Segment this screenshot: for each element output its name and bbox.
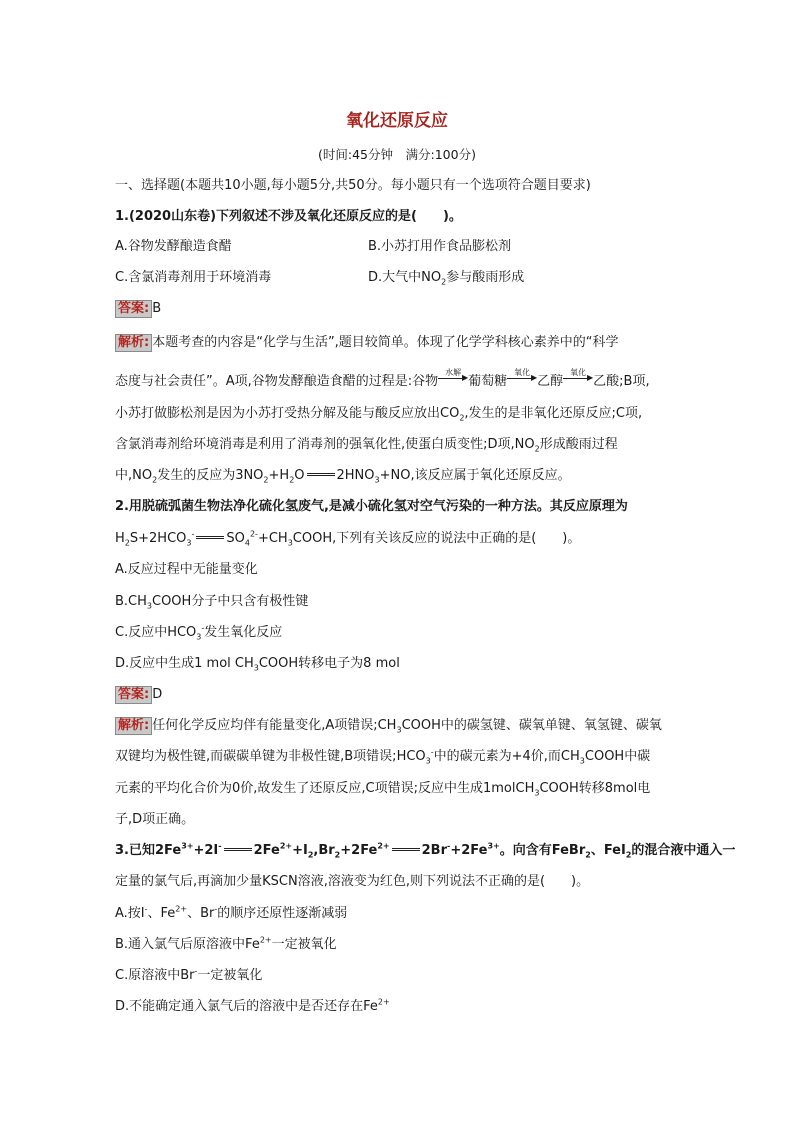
page-subtitle: (时间:45分钟 满分:100分) xyxy=(318,147,476,162)
q1-analysis-line-2: 态度与社会责任”。A项,谷物发酵酿造食醋的过程是:谷物 水解 ▶ 葡萄糖 氧化 ▶ 乙醇 氧化 ▶ 乙酸;B项, xyxy=(115,368,650,389)
q3-stem-line-2: 定量的氯气后,再滴加少量KSCN溶液,溶液变为红色,则下列说法不正确的是( )。 xyxy=(115,874,590,889)
analysis-label: 解析: xyxy=(115,334,152,352)
q3-option-c: C.原溶液中Br-一定被氧化 xyxy=(115,966,263,983)
analysis-label: 解析: xyxy=(115,717,152,735)
answer-label: 答案: xyxy=(115,300,152,318)
q3-option-b: B.通入氯气后原溶液中$Fe^{2+}$一定被氧化 xyxy=(115,935,337,952)
q1-option-d: D.大气中$NO_2$参与酸雨形成 xyxy=(368,270,525,287)
q1-analysis-line-4: 含氯消毒剂给环境消毒是利用了消毒剂的强氧化性,使蛋白质变性;D项$,NO_2$形成酸雨过程 xyxy=(115,437,618,454)
q3-option-a: A.按I-、$Fe^{2+}$、Br-的顺序还原性逐渐减弱 xyxy=(115,904,348,921)
q2-answer: 答案: D xyxy=(115,686,162,704)
answer-label: 答案: xyxy=(115,686,152,704)
q2-option-d: D.反应中生成1 mol $CH_3COOH$转移电子为8 mol xyxy=(115,656,400,673)
equals-sign xyxy=(307,473,335,476)
q2-analysis-line-4: 子,D项正确。 xyxy=(115,812,195,827)
q1-analysis-line-5: 中$,NO_2$发生的反应为$3NO_2+H_2O$ $2HNO_3+NO$,该反应属于氧化还原反应。 xyxy=(115,468,571,485)
q2-analysis-line-3: 元素的平均化合价为0价,故发生了还原反应,C项错误;反应中生成1molCH$_3$COOH转移8mol电 xyxy=(115,781,651,798)
q2-option-c: C.反应中$HCO_3^-$发生氧化反应 xyxy=(115,623,283,642)
q2-option-b: $B.CH_3COOH$分子中只含有极性键 xyxy=(115,594,309,611)
equals-sign xyxy=(224,848,252,851)
q2-analysis-line-1: 解析: 任何化学反应均伴有能量变化,A项错误$;CH_3COOH$中的碳氢键、碳氧单键、氧氢键、碳氧 xyxy=(115,717,662,735)
q2-stem-line-1: 2.用脱硫弧菌生物法净化硫化氢废气,是减小硫化氢对空气污染的一种方法。其反应原理为 xyxy=(115,499,628,514)
q2-option-a: A.反应过程中无能量变化 xyxy=(115,562,258,577)
q3-option-d: D.不能确定通入氯气后的溶液中是否还存在$Fe^{2+}$ xyxy=(115,997,390,1014)
q1-stem: 1.(2020山东卷)下列叙述不涉及氧化还原反应的是( )。 xyxy=(115,209,462,224)
section-heading: 一、选择题(本题共10小题,每小题5分,共50分。每小题只有一个选项符合题目要求) xyxy=(115,178,591,193)
q3-stem-line-1: 3.已知$2Fe^{3+}+2I^-$ $2Fe^{2+}+I_2,Br_2+2Fe^{2+}$ $2Br^-+2Fe^{3+}$。向含有FeBr$_2$、FeI$_2$的混合液中通入一 xyxy=(115,841,736,860)
reaction-arrow: 氧化 ▶ xyxy=(507,373,537,383)
q1-option-a: A.谷物发酵酿造食醋 xyxy=(115,239,232,254)
q1-answer: 答案: B xyxy=(115,300,161,318)
page-title: 氧化还原反应 xyxy=(346,111,448,131)
q2-stem-line-2: $H_2S+2HCO_3^-$ $SO_4^{2-}+CH_3COOH$,下列有关该反应的说法中正确的是( )。 xyxy=(115,529,581,548)
equals-sign xyxy=(196,536,224,539)
q1-analysis-line-3: 小苏打做膨松剂是因为小苏打受热分解及能与酸反应放出$CO_2$,发生的是非氧化还原反应;C项, xyxy=(115,406,643,423)
equals-sign xyxy=(392,848,420,851)
q1-option-b: B.小苏打用作食品膨松剂 xyxy=(368,239,512,254)
q1-option-c: C.含氯消毒剂用于环境消毒 xyxy=(115,270,272,285)
reaction-arrow: 氧化 ▶ xyxy=(563,373,593,383)
q2-analysis-line-2: 双键均为极性键,而碳碳单键为非极性键,B项错误$;HCO_3^-$中的碳元素为+4价,而$CH_3COOH$中碳 xyxy=(115,747,651,766)
reaction-arrow: 水解 ▶ xyxy=(438,373,468,383)
q1-analysis-line-1: 解析: 本题考查的内容是“化学与生活”,题目较简单。体现了化学学科核心素养中的“科学 xyxy=(115,334,619,352)
